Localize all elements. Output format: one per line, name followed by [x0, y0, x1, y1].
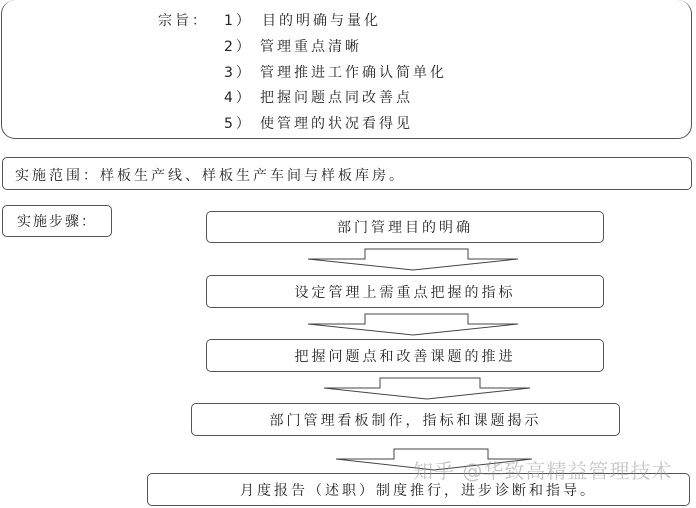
arrow-down-icon	[308, 314, 518, 336]
step-1-box	[206, 211, 604, 243]
scope-text: 实施范围：样板生产线、样板生产车间与样板库房。	[15, 168, 406, 184]
step-1-text: 部门管理目的明确	[337, 220, 473, 236]
steps-label: 实施步骤：	[17, 214, 97, 230]
purpose-item-5-text: 使管理的状况看得见	[260, 116, 413, 132]
steps-label-box	[2, 205, 112, 237]
purpose-item-4-text: 把握问题点同改善点	[260, 90, 413, 106]
step-4-box	[191, 403, 620, 436]
purpose-item-1-text: 目的明确与量化	[262, 13, 381, 29]
scope-box	[2, 157, 692, 190]
step-3-box	[206, 339, 604, 372]
step-2-text: 设定管理上需重点把握的指标	[294, 284, 516, 301]
step-2-box	[206, 275, 604, 308]
arrow-down-icon	[308, 249, 518, 271]
purpose-item-5-num: 5）	[224, 116, 253, 132]
purpose-item-4-num: 4）	[224, 90, 253, 106]
step-4-text: 部门管理看板制作，指标和课题揭示	[269, 412, 542, 429]
purpose-label: 宗旨：	[158, 13, 209, 29]
purpose-item-2-text: 管理重点清晰	[260, 39, 362, 55]
step-3-text: 把握问题点和改善课题的推进	[294, 348, 516, 365]
arrow-down-icon	[324, 378, 530, 400]
purpose-item-1-num: 1）	[224, 13, 253, 29]
step-5-text: 月度报告（述职）制度推行，进步诊断和指导。	[240, 482, 597, 499]
watermark: 知乎 @华致高精益管理技术	[413, 459, 673, 483]
purpose-item-2-num: 2）	[224, 39, 253, 55]
purpose-item-3-num: 3）	[224, 65, 253, 81]
purpose-item-3-text: 管理推进工作确认简单化	[260, 65, 447, 81]
